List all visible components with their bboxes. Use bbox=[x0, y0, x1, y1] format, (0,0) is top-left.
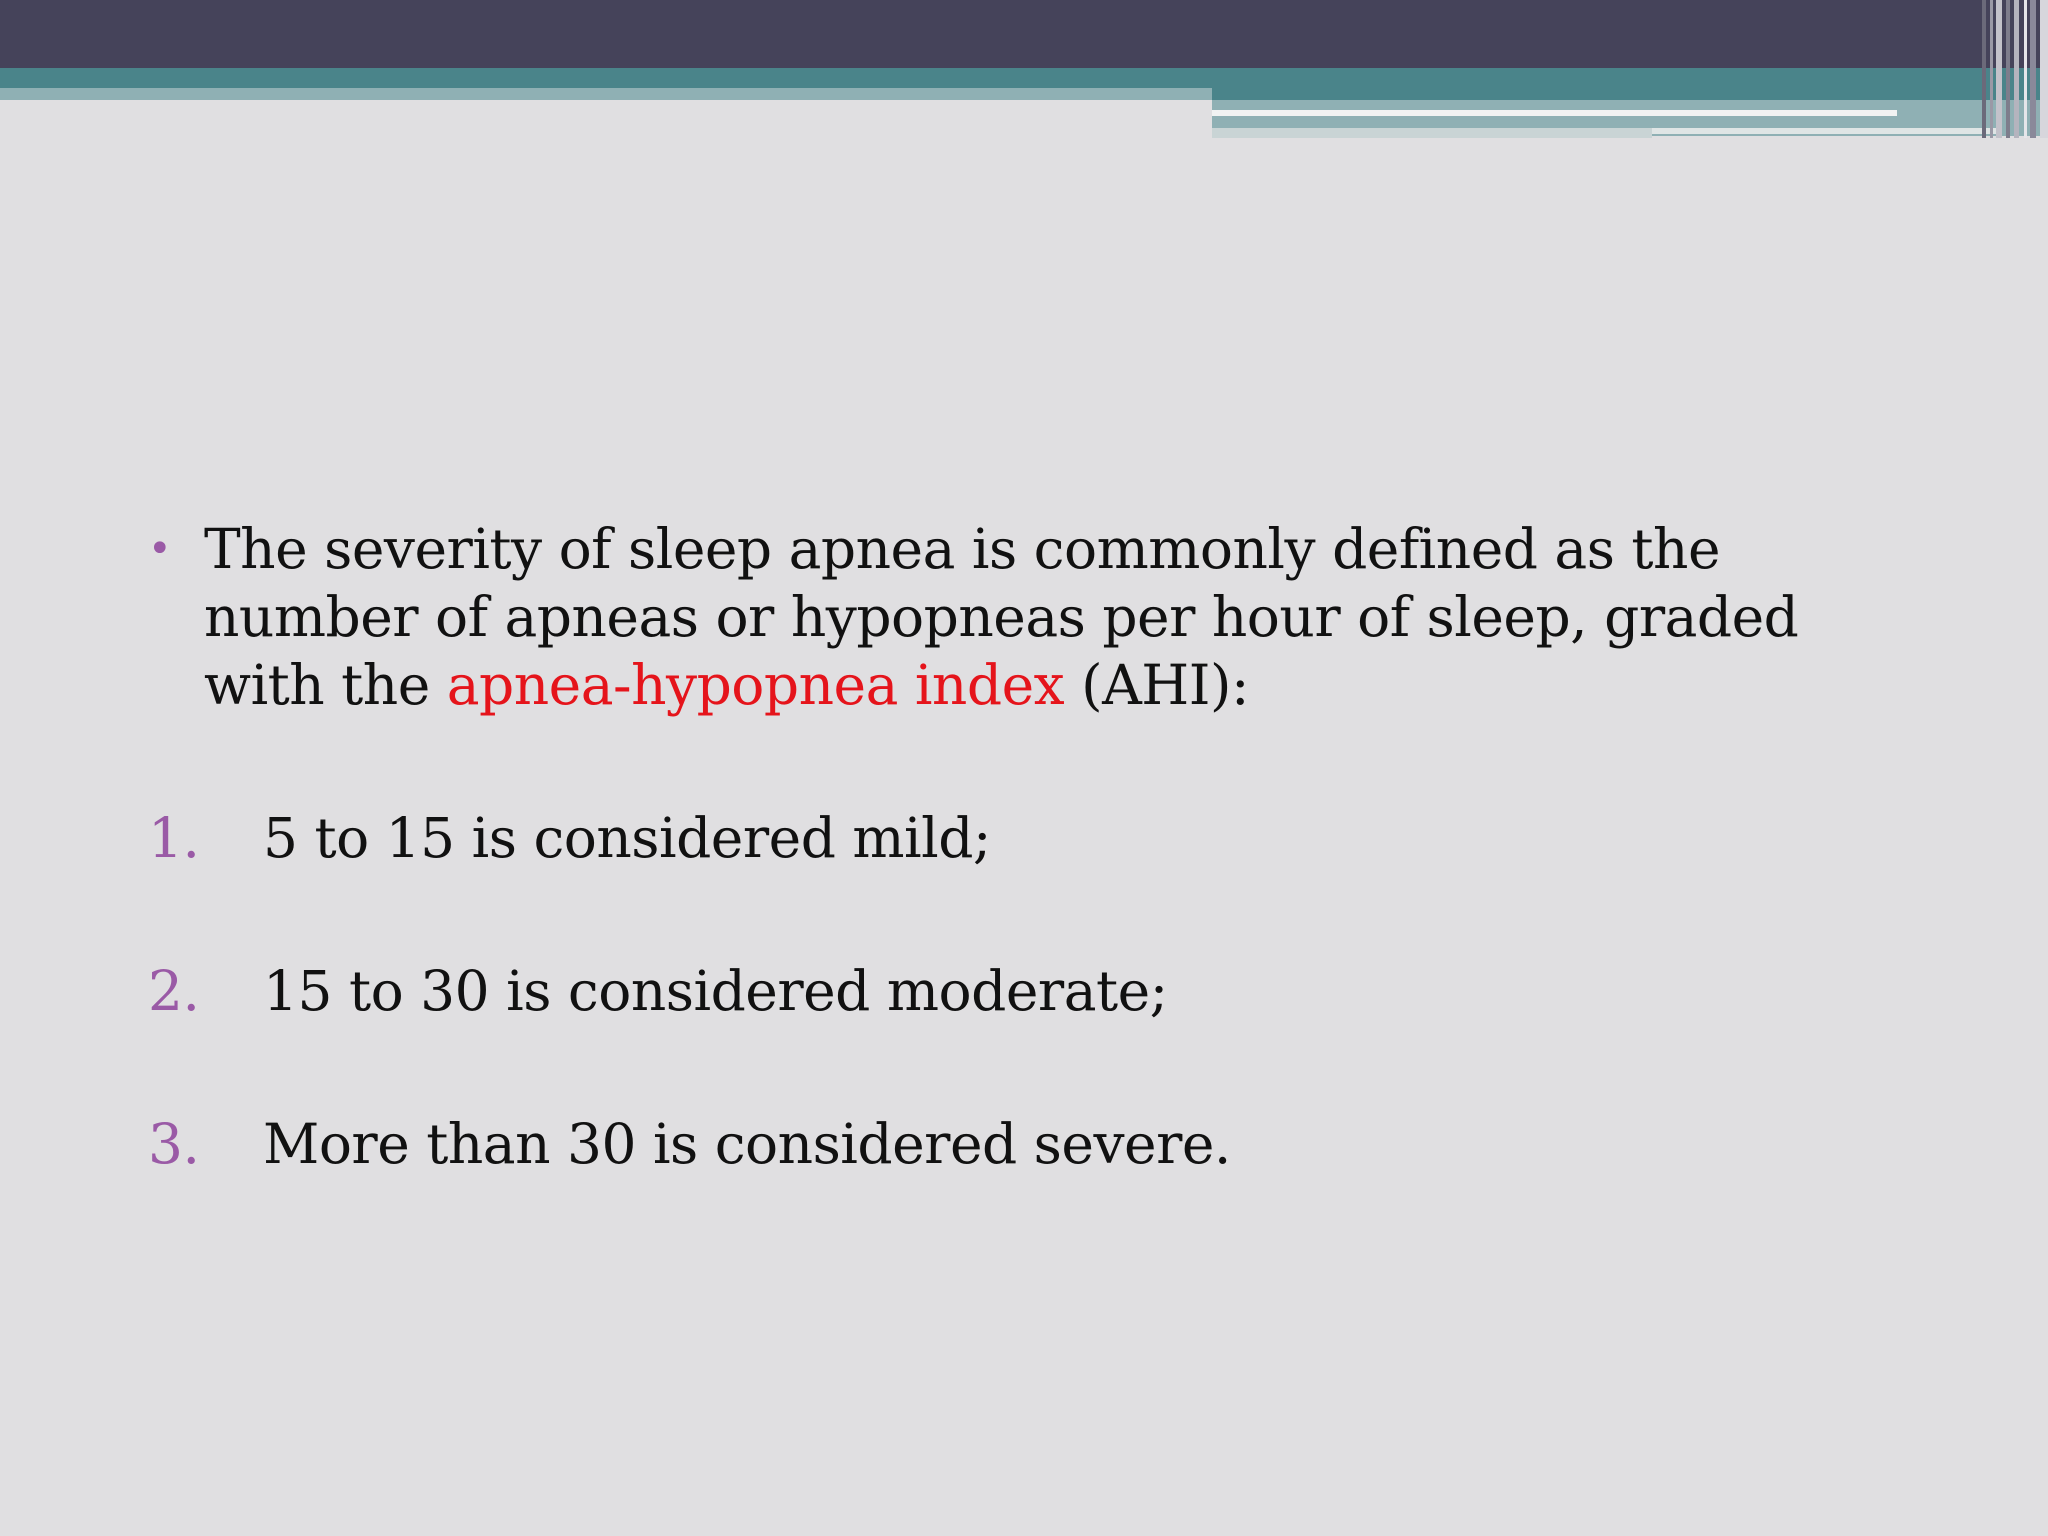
bullet-text-before: The severity of sleep apnea is commonly defined as the number of apneas or hypopneas per hour of sleep, graded with the bbox=[204, 517, 1799, 717]
list-item-text: More than 30 is considered severe. bbox=[263, 1112, 1231, 1176]
header-band-right-fade bbox=[1212, 128, 1652, 138]
bullet-marker: • bbox=[148, 526, 172, 572]
header-band-right-teal bbox=[1212, 68, 2048, 100]
list-item-number: 1. bbox=[148, 806, 200, 870]
list-item-text: 5 to 15 is considered mild; bbox=[263, 806, 991, 870]
list-item bbox=[148, 804, 1888, 872]
severity-list bbox=[148, 804, 1888, 1178]
header-band-teal-light bbox=[0, 88, 1212, 100]
list-item bbox=[148, 1110, 1888, 1178]
list-item bbox=[148, 957, 1888, 1025]
header-band-teal bbox=[0, 68, 1212, 88]
bullet-highlight-term: apnea-hypopnea index bbox=[446, 653, 1065, 717]
list-item-number: 3. bbox=[148, 1112, 200, 1176]
list-item-text: 15 to 30 is considered moderate; bbox=[263, 959, 1168, 1023]
slide-content bbox=[148, 515, 1888, 1263]
header-stripes bbox=[1982, 0, 2048, 138]
header-band-right-line bbox=[1212, 110, 1897, 116]
header-band-right-fade-secondary bbox=[1652, 128, 2002, 134]
bullet-paragraph bbox=[148, 515, 1888, 719]
list-item-number: 2. bbox=[148, 959, 200, 1023]
bullet-text-after: (AHI): bbox=[1064, 653, 1249, 717]
header-band-dark bbox=[0, 0, 2048, 68]
